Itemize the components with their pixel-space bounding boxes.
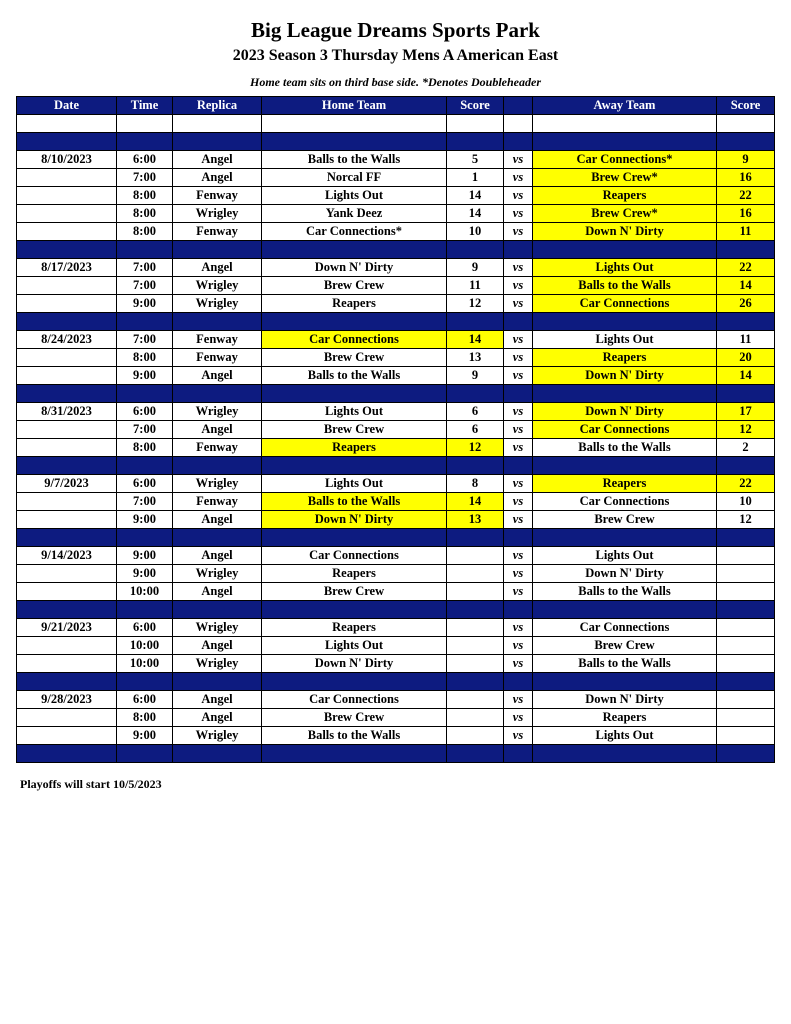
home-score: 5 xyxy=(447,151,504,169)
vs-label: vs xyxy=(504,691,533,709)
vs-label: vs xyxy=(504,277,533,295)
game-row xyxy=(17,367,775,385)
game-time: 6:00 xyxy=(117,403,173,421)
game-row xyxy=(17,331,775,349)
game-time: 9:00 xyxy=(117,547,173,565)
game-row xyxy=(17,223,775,241)
home-team: Reapers xyxy=(262,619,447,637)
home-score: 6 xyxy=(447,421,504,439)
away-team: Balls to the Walls xyxy=(533,583,717,601)
game-time: 8:00 xyxy=(117,223,173,241)
game-replica: Angel xyxy=(173,151,262,169)
week-separator xyxy=(17,313,775,331)
game-row xyxy=(17,277,775,295)
home-team: Lights Out xyxy=(262,403,447,421)
game-row xyxy=(17,727,775,745)
game-row xyxy=(17,169,775,187)
away-team: Balls to the Walls xyxy=(533,439,717,457)
game-replica: Fenway xyxy=(173,331,262,349)
game-time: 9:00 xyxy=(117,295,173,313)
home-team: Brew Crew xyxy=(262,421,447,439)
game-replica: Fenway xyxy=(173,493,262,511)
home-score xyxy=(447,637,504,655)
game-row xyxy=(17,637,775,655)
game-replica: Wrigley xyxy=(173,619,262,637)
game-time: 6:00 xyxy=(117,475,173,493)
away-team: Car Connections xyxy=(533,421,717,439)
week-separator xyxy=(17,241,775,259)
away-score: 17 xyxy=(717,403,775,421)
game-date xyxy=(17,367,117,385)
vs-label: vs xyxy=(504,655,533,673)
vs-label: vs xyxy=(504,367,533,385)
away-team: Brew Crew* xyxy=(533,169,717,187)
game-replica: Angel xyxy=(173,637,262,655)
game-row xyxy=(17,565,775,583)
away-team: Car Connections xyxy=(533,493,717,511)
home-score: 13 xyxy=(447,349,504,367)
home-team: Brew Crew xyxy=(262,583,447,601)
home-team: Brew Crew xyxy=(262,349,447,367)
game-date xyxy=(17,169,117,187)
week-separator xyxy=(17,385,775,403)
page-title: Big League Dreams Sports Park xyxy=(251,18,540,42)
week-separator xyxy=(17,745,775,763)
away-team: Down N' Dirty xyxy=(533,403,717,421)
home-score xyxy=(447,691,504,709)
col-away-score-header: Score xyxy=(717,97,775,115)
game-date: 8/31/2023 xyxy=(17,403,117,421)
home-score: 14 xyxy=(447,205,504,223)
vs-label: vs xyxy=(504,439,533,457)
away-score xyxy=(717,547,775,565)
game-time: 7:00 xyxy=(117,421,173,439)
game-replica: Wrigley xyxy=(173,295,262,313)
away-score: 22 xyxy=(717,475,775,493)
game-replica: Wrigley xyxy=(173,277,262,295)
game-row xyxy=(17,349,775,367)
game-row xyxy=(17,493,775,511)
col-home-team-header: Home Team xyxy=(262,97,447,115)
game-row xyxy=(17,187,775,205)
vs-label: vs xyxy=(504,727,533,745)
game-date: 9/21/2023 xyxy=(17,619,117,637)
week-separator xyxy=(17,133,775,151)
schedule-table xyxy=(16,96,775,763)
game-date xyxy=(17,223,117,241)
vs-label: vs xyxy=(504,349,533,367)
home-team: Car Connections* xyxy=(262,223,447,241)
away-team: Car Connections xyxy=(533,619,717,637)
home-team: Lights Out xyxy=(262,475,447,493)
vs-label: vs xyxy=(504,169,533,187)
vs-label: vs xyxy=(504,475,533,493)
home-team: Reapers xyxy=(262,565,447,583)
away-team: Car Connections* xyxy=(533,151,717,169)
col-away-team-header: Away Team xyxy=(533,97,717,115)
game-date: 8/24/2023 xyxy=(17,331,117,349)
home-team: Brew Crew xyxy=(262,277,447,295)
vs-label: vs xyxy=(504,709,533,727)
vs-label: vs xyxy=(504,259,533,277)
away-team: Lights Out xyxy=(533,727,717,745)
home-team: Down N' Dirty xyxy=(262,511,447,529)
home-score xyxy=(447,709,504,727)
home-team: Down N' Dirty xyxy=(262,259,447,277)
home-score xyxy=(447,547,504,565)
game-time: 7:00 xyxy=(117,493,173,511)
game-time: 9:00 xyxy=(117,367,173,385)
home-score: 14 xyxy=(447,187,504,205)
home-team: Lights Out xyxy=(262,187,447,205)
away-team: Down N' Dirty xyxy=(533,367,717,385)
game-date xyxy=(17,187,117,205)
game-date: 8/10/2023 xyxy=(17,151,117,169)
away-team: Lights Out xyxy=(533,547,717,565)
game-row xyxy=(17,259,775,277)
col-time-header: Time xyxy=(117,97,173,115)
game-row xyxy=(17,547,775,565)
game-time: 7:00 xyxy=(117,277,173,295)
away-team: Down N' Dirty xyxy=(533,691,717,709)
header-row xyxy=(17,97,775,115)
away-score xyxy=(717,691,775,709)
home-score xyxy=(447,727,504,745)
game-time: 6:00 xyxy=(117,691,173,709)
home-score: 9 xyxy=(447,259,504,277)
home-score xyxy=(447,619,504,637)
home-score: 12 xyxy=(447,295,504,313)
game-date: 9/28/2023 xyxy=(17,691,117,709)
away-team: Reapers xyxy=(533,709,717,727)
away-score: 12 xyxy=(717,421,775,439)
game-replica: Angel xyxy=(173,691,262,709)
home-score: 1 xyxy=(447,169,504,187)
game-time: 7:00 xyxy=(117,331,173,349)
vs-label: vs xyxy=(504,403,533,421)
game-replica: Wrigley xyxy=(173,565,262,583)
game-date: 9/14/2023 xyxy=(17,547,117,565)
game-replica: Fenway xyxy=(173,439,262,457)
week-separator xyxy=(17,529,775,547)
col-date-header: Date xyxy=(17,97,117,115)
spacer-row xyxy=(17,115,775,133)
home-team: Balls to the Walls xyxy=(262,727,447,745)
home-team: Car Connections xyxy=(262,547,447,565)
home-team: Norcal FF xyxy=(262,169,447,187)
game-replica: Angel xyxy=(173,547,262,565)
home-score: 11 xyxy=(447,277,504,295)
home-score: 14 xyxy=(447,331,504,349)
home-score: 8 xyxy=(447,475,504,493)
game-date xyxy=(17,205,117,223)
away-score xyxy=(717,655,775,673)
playoffs-note: Playoffs will start 10/5/2023 xyxy=(20,777,162,791)
away-score: 11 xyxy=(717,331,775,349)
game-time: 9:00 xyxy=(117,511,173,529)
game-row xyxy=(17,511,775,529)
vs-label: vs xyxy=(504,205,533,223)
home-team: Car Connections xyxy=(262,331,447,349)
away-team: Brew Crew xyxy=(533,637,717,655)
game-date xyxy=(17,439,117,457)
away-score: 20 xyxy=(717,349,775,367)
game-row xyxy=(17,421,775,439)
page-subtitle: 2023 Season 3 Thursday Mens A American East xyxy=(232,47,559,64)
away-score: 10 xyxy=(717,493,775,511)
home-team: Balls to the Walls xyxy=(262,367,447,385)
away-score: 22 xyxy=(717,187,775,205)
game-row xyxy=(17,403,775,421)
home-score: 13 xyxy=(447,511,504,529)
vs-label: vs xyxy=(504,331,533,349)
away-team: Down N' Dirty xyxy=(533,565,717,583)
col-replica-header: Replica xyxy=(173,97,262,115)
col-home-score-header: Score xyxy=(447,97,504,115)
game-replica: Angel xyxy=(173,259,262,277)
game-date xyxy=(17,421,117,439)
away-score xyxy=(717,583,775,601)
schedule-note: Home team sits on third base side. *Denotes Doubleheader xyxy=(250,75,541,89)
away-team: Car Connections xyxy=(533,295,717,313)
home-team: Down N' Dirty xyxy=(262,655,447,673)
game-time: 6:00 xyxy=(117,151,173,169)
home-team: Balls to the Walls xyxy=(262,493,447,511)
game-date: 8/17/2023 xyxy=(17,259,117,277)
vs-label: vs xyxy=(504,583,533,601)
away-score xyxy=(717,565,775,583)
home-team: Car Connections xyxy=(262,691,447,709)
away-team: Lights Out xyxy=(533,331,717,349)
vs-label: vs xyxy=(504,565,533,583)
game-replica: Angel xyxy=(173,583,262,601)
game-replica: Angel xyxy=(173,511,262,529)
game-row xyxy=(17,583,775,601)
away-score: 16 xyxy=(717,205,775,223)
game-replica: Wrigley xyxy=(173,655,262,673)
vs-label: vs xyxy=(504,637,533,655)
game-replica: Fenway xyxy=(173,223,262,241)
game-replica: Wrigley xyxy=(173,475,262,493)
game-time: 10:00 xyxy=(117,637,173,655)
game-time: 9:00 xyxy=(117,565,173,583)
away-score: 12 xyxy=(717,511,775,529)
game-time: 8:00 xyxy=(117,709,173,727)
home-team: Brew Crew xyxy=(262,709,447,727)
game-time: 6:00 xyxy=(117,619,173,637)
home-team: Balls to the Walls xyxy=(262,151,447,169)
away-score: 2 xyxy=(717,439,775,457)
game-row xyxy=(17,205,775,223)
game-time: 10:00 xyxy=(117,655,173,673)
game-date xyxy=(17,655,117,673)
game-row xyxy=(17,295,775,313)
game-row xyxy=(17,151,775,169)
game-date xyxy=(17,583,117,601)
home-score: 10 xyxy=(447,223,504,241)
away-team: Brew Crew xyxy=(533,511,717,529)
game-time: 8:00 xyxy=(117,349,173,367)
game-date xyxy=(17,493,117,511)
week-separator xyxy=(17,601,775,619)
away-team: Reapers xyxy=(533,187,717,205)
game-time: 8:00 xyxy=(117,187,173,205)
vs-label: vs xyxy=(504,223,533,241)
home-score: 14 xyxy=(447,493,504,511)
game-date xyxy=(17,727,117,745)
game-date xyxy=(17,511,117,529)
away-team: Balls to the Walls xyxy=(533,277,717,295)
game-time: 7:00 xyxy=(117,169,173,187)
game-time: 8:00 xyxy=(117,439,173,457)
away-team: Brew Crew* xyxy=(533,205,717,223)
vs-label: vs xyxy=(504,151,533,169)
game-time: 7:00 xyxy=(117,259,173,277)
away-score: 16 xyxy=(717,169,775,187)
vs-label: vs xyxy=(504,295,533,313)
game-row xyxy=(17,619,775,637)
game-row xyxy=(17,691,775,709)
game-time: 9:00 xyxy=(117,727,173,745)
game-replica: Angel xyxy=(173,421,262,439)
vs-label: vs xyxy=(504,187,533,205)
game-date xyxy=(17,637,117,655)
vs-label: vs xyxy=(504,619,533,637)
vs-label: vs xyxy=(504,421,533,439)
game-row xyxy=(17,655,775,673)
home-team: Reapers xyxy=(262,439,447,457)
game-date xyxy=(17,349,117,367)
game-date: 9/7/2023 xyxy=(17,475,117,493)
vs-label: vs xyxy=(504,511,533,529)
game-replica: Angel xyxy=(173,367,262,385)
game-replica: Fenway xyxy=(173,349,262,367)
week-separator xyxy=(17,457,775,475)
game-replica: Wrigley xyxy=(173,403,262,421)
game-replica: Wrigley xyxy=(173,727,262,745)
home-team: Lights Out xyxy=(262,637,447,655)
away-team: Reapers xyxy=(533,349,717,367)
away-score: 9 xyxy=(717,151,775,169)
game-row xyxy=(17,439,775,457)
away-score: 11 xyxy=(717,223,775,241)
away-score xyxy=(717,619,775,637)
game-row xyxy=(17,709,775,727)
game-date xyxy=(17,709,117,727)
away-team: Reapers xyxy=(533,475,717,493)
away-team: Lights Out xyxy=(533,259,717,277)
game-date xyxy=(17,277,117,295)
away-score xyxy=(717,709,775,727)
home-score xyxy=(447,655,504,673)
home-score: 9 xyxy=(447,367,504,385)
col-vs-header xyxy=(504,97,533,115)
away-team: Balls to the Walls xyxy=(533,655,717,673)
vs-label: vs xyxy=(504,493,533,511)
away-team: Down N' Dirty xyxy=(533,223,717,241)
vs-label: vs xyxy=(504,547,533,565)
game-replica: Wrigley xyxy=(173,205,262,223)
home-score xyxy=(447,583,504,601)
home-team: Reapers xyxy=(262,295,447,313)
away-score: 22 xyxy=(717,259,775,277)
game-time: 8:00 xyxy=(117,205,173,223)
game-date xyxy=(17,565,117,583)
game-row xyxy=(17,475,775,493)
away-score xyxy=(717,637,775,655)
home-team: Yank Deez xyxy=(262,205,447,223)
game-replica: Angel xyxy=(173,169,262,187)
week-separator xyxy=(17,673,775,691)
away-score: 26 xyxy=(717,295,775,313)
home-score: 6 xyxy=(447,403,504,421)
home-score xyxy=(447,565,504,583)
away-score: 14 xyxy=(717,367,775,385)
game-time: 10:00 xyxy=(117,583,173,601)
game-replica: Fenway xyxy=(173,187,262,205)
schedule-body xyxy=(17,115,775,763)
away-score: 14 xyxy=(717,277,775,295)
away-score xyxy=(717,727,775,745)
game-replica: Angel xyxy=(173,709,262,727)
home-score: 12 xyxy=(447,439,504,457)
game-date xyxy=(17,295,117,313)
